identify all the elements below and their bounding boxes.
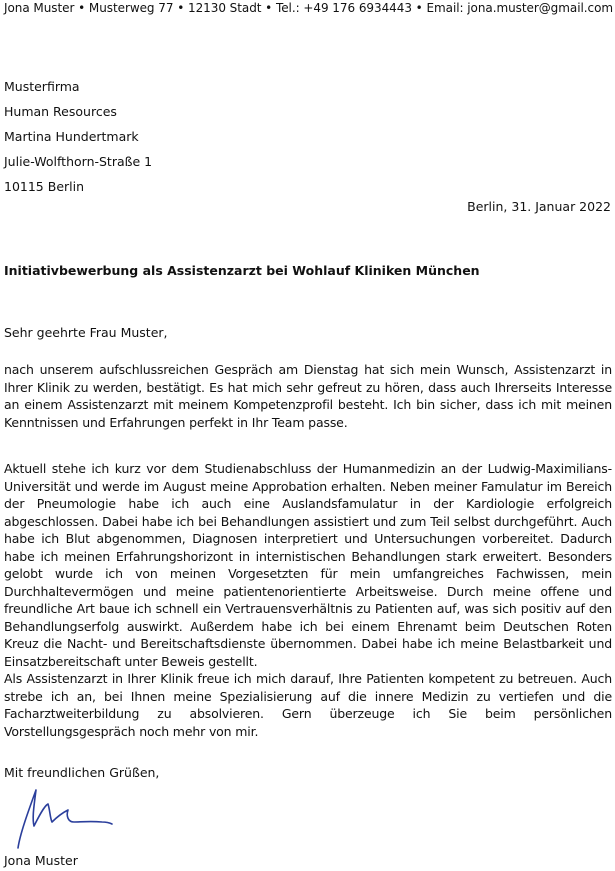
closing: Mit freundlichen Grüßen, [4,765,160,780]
signature-image [4,782,114,852]
recipient-street: Julie-Wolfthorn-Straße 1 [4,154,153,169]
letter-subject: Initiativbewerbung als Assistenzarzt bei Wohlauf Kliniken München [4,263,480,278]
recipient-city: 10115 Berlin [4,179,85,194]
recipient-department: Human Resources [4,104,117,119]
sender-line: Jona Muster • Musterweg 77 • 12130 Stadt • Tel.: +49 176 6934443 • Email: jona.muster@gmail.com [4,1,614,15]
signature-stroke [18,790,112,848]
salutation: Sehr geehrte Frau Muster, [4,325,168,340]
recipient-contact: Martina Hundertmark [4,129,139,144]
signer-name: Jona Muster [4,853,78,868]
letter-date: Berlin, 31. Januar 2022 [467,199,611,214]
body-paragraph-2: Aktuell stehe ich kurz vor dem Studienabschluss der Humanmedizin an der Ludwig-Maximilians-Universität und werde im August meine Approbation erhalten. Neben meiner Famulatur im Bereich der Pneumologie habe ich auch eine Auslandsfamulatur in der Kardiologie erfolgreich abgeschlossen. Dabei habe ich bei Behandlungen assistiert und zum Teil selbst durchgeführt. Auch habe ich Blut abgenommen, Diagnosen interpretiert und Untersuchungen vorbereitet. Dadurch habe ich meinen Erfahrungshorizont in internistischen Behandlungen stark erweitert. Besonders gelobt wurde ich von meinen Vorgesetzten für mein umfangreiches Fachwissen, mein Durchhaltevermögen und meine patientenorientierte Arbeitsweise. Durch meine offene und freundliche Art baue ich schnell ein Vertrauensverhältnis zu Patienten auf, was sich positiv auf den Behandlungserfolg auswirkt. Außerdem habe ich bei einem Ehrenamt beim Deutschen Roten Kreuz die Nacht- und Bereitschaftsdienste übernommen. Dabei habe ich meine Belastbarkeit und Einsatzbereitschaft unter Beweis gestellt. [4,461,612,669]
body-paragraph-3: Als Assistenzarzt in Ihrer Klinik freue ich mich darauf, Ihre Patienten kompetent zu betreuen. Auch strebe ich an, bei Ihnen meine Spezialisierung auf die innere Medizin zu vertiefen und die Facharztweiterbildung zu absolvieren. Gern überzeuge ich Sie beim persönlichen Vorstellungsgespräch noch mehr von mir. [4,671,612,739]
recipient-address [4,74,152,199]
recipient-company: Musterfirma [4,79,80,94]
body-paragraph-1: nach unserem aufschlussreichen Gespräch am Dienstag hat sich mein Wunsch, Assistenzarzt in Ihrer Klinik zu werden, bestätigt. Es hat mich sehr gefreut zu hören, dass auch Ihrerseits Interesse an einem Assistenzarzt mit meinem Kompetenzprofil besteht. Ich bin sicher, dass ich mit meinen Kenntnissen und Erfahrungen perfekt in Ihr Team passe. [4,362,612,430]
